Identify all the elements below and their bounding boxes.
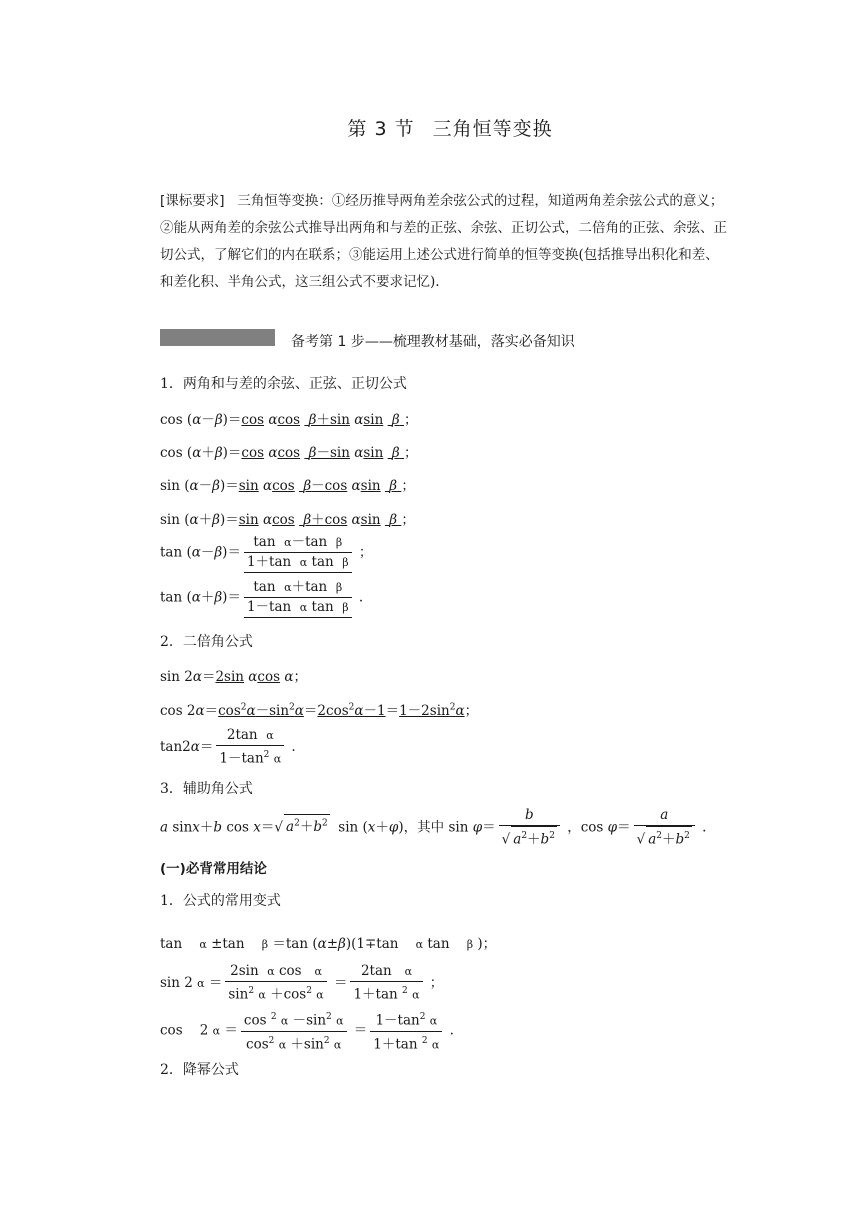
formula-auxiliary-angle: a sinx＋b cos x＝√ $a^2+b^2$ sin (x＋φ)，其中 sin φ＝ $\frac{b}{√ a^2+b^2}$ ，cos φ＝ $\frac{a}{√ a^2+b^2}$ . [160, 807, 707, 848]
section-number: 第 3 节 [347, 118, 415, 140]
step-subtitle: ——梳理教材基础，落实必备知识 [364, 334, 575, 350]
section-marker-bar [160, 329, 275, 346]
heading-double-angle: 2．二倍角公式 [160, 634, 253, 650]
formula-cos-plus: cos (α＋β)＝cos αcos β－sin αsin β ； [160, 445, 418, 461]
requirements-tag: [课标要求] [160, 193, 225, 209]
curriculum-requirements [160, 188, 732, 296]
heading-auxiliary-angle: 3．辅助角公式 [160, 781, 253, 797]
formula-tan-sum-variant: tan α ±tan β ＝tan (α±β)(1∓tan α tan β )； [160, 936, 497, 952]
formula-cos-double: $\cos 2\alpha=\cos^2\alpha-\sin^2\alpha=2\cos^2\alpha-1=1-2\sin^2\alpha$； [160, 702, 479, 719]
page-title [0, 114, 860, 141]
step-label: 备考第 1 步 [291, 334, 365, 350]
formula-cos-double-variant: cos 2 α ＝ $\frac{\cos ^2 \alpha -\sin^2 \alpha}{\cos^2 \alpha +\sin^2 \alpha}$ ＝ $\frac{1-\tan^2 \alpha}{1+\tan ^2 \alpha}$ . [160, 1008, 454, 1054]
requirements-text: 三角恒等变换：①经历推导两角差余弦公式的过程，知道两角差余弦公式的意义；②能从两角差的余弦公式推导出两角和与差的正弦、余弦、正切公式，二倍角的正弦、余弦、正切公式，了解它们的内在联系；③能运用上述公式进行简单的恒等变换(包括推导出积化和差、和差化积、半角公式，这三组公式不要求记忆). [160, 193, 727, 290]
heading-common-variants: 1．公式的常用变式 [160, 893, 281, 909]
formula-tan-minus: tan (α－β)＝ $\frac{\text{tan α－tan β}}{\text{1＋tan α tan β}}$ ； [160, 533, 372, 573]
heading-power-reduction: 2．降幂公式 [160, 1062, 239, 1078]
heading-sum-difference-formulas: 1．两角和与差的余弦、正弦、正切公式 [160, 376, 407, 392]
step-heading [291, 331, 575, 351]
formula-sin-double-variant: sin 2 α ＝ $\frac{\text{2sin α cos α}}{\sin^2 \alpha +\cos^2 \alpha}$ ＝ $\frac{\text{2tan α}}{1+\tan ^2 \alpha}$ ； [160, 963, 444, 1003]
section-topic: 三角恒等变换 [432, 118, 553, 140]
heading-common-conclusions: (一)必背常用结论 [160, 861, 267, 877]
auxiliary-where: ，其中 [403, 819, 445, 836]
formula-sin-minus: sin (α－β)＝sin αcos β－cos αsin β ； [160, 478, 415, 494]
formula-sin-double: sin 2α＝2sin αcos α； [160, 669, 307, 685]
formula-tan-plus: tan (α＋β)＝ $\frac{\text{tan α＋tan β}}{\text{1－tan α tan β}}$ . [160, 578, 363, 618]
formula-sin-plus: sin (α＋β)＝sin αcos β＋cos αsin β ； [160, 512, 415, 528]
formula-tan-double: tan2α＝ $\frac{\text{2tan α}}{1-\tan^2 \alpha}$ . [160, 727, 296, 767]
formula-cos-minus: cos (α－β)＝cos αcos β＋sin αsin β ； [160, 412, 418, 428]
